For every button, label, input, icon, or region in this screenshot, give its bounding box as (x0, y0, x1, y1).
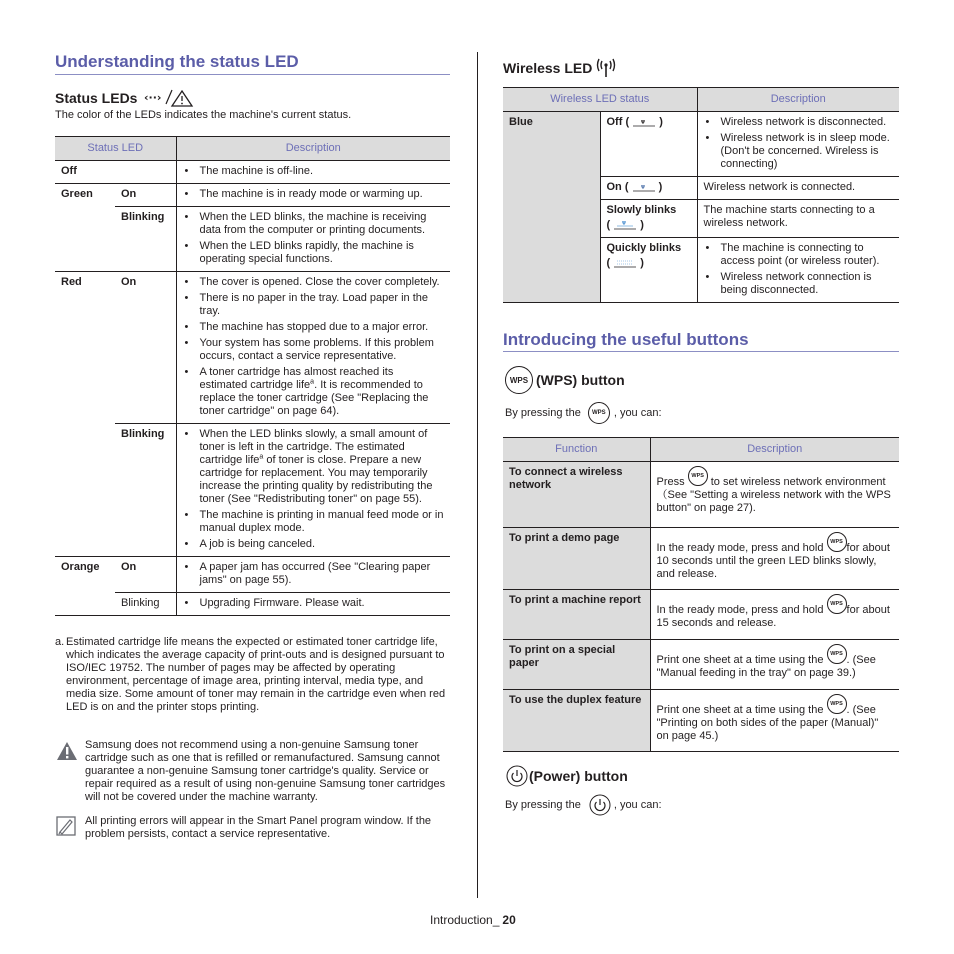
status-leds-label: Status LEDs (55, 89, 138, 106)
column-divider (477, 52, 478, 898)
table-row (503, 690, 899, 752)
table-header-description: Description (650, 438, 899, 462)
text-span: In the ready mode, press and hold (656, 542, 824, 554)
wps-icon: WPS (688, 466, 708, 486)
caution-text: Samsung does not recommend using a non-genuine Samsung toner cartridge such as one that is refilled or remanufactured. Samsung cannot guarantee a non-genuine Samsung toner cartridge's quality. Service or repair required as a result of using non-genuine Samsung toner cartridges will not be covered under the machine warranty. (85, 739, 446, 803)
note-icon (56, 816, 76, 836)
text-span: Print one sheet at a time using the (656, 654, 824, 666)
text-span: , you can: (613, 798, 662, 811)
status-mode-label: Blinking (115, 593, 176, 616)
svg-text:ψ: ψ (641, 119, 646, 126)
status-mode-label: On (115, 184, 176, 207)
wireless-led-heading (503, 58, 616, 78)
description-cell (176, 593, 450, 616)
footer-label: Introduction_ (430, 913, 500, 927)
description-cell (650, 640, 899, 690)
status-green-label: Green (55, 184, 115, 272)
text-span: On ( (606, 181, 629, 193)
text-span: A toner cartridge has almost reached its estimated cartridge life (199, 366, 394, 391)
wireless-quick-blink-label (600, 238, 697, 303)
list-item: • Upgrading Firmware. Please wait. (183, 597, 445, 610)
text-span: When the LED blinks slowly, a small amount of toner is left in the cartridge. The estimated cartridge life (199, 428, 428, 466)
table-row (503, 640, 899, 690)
status-off-label: Off (55, 161, 176, 184)
text-span: . (See "Printing on both sides of the paper (Manual)" on page 45.) (656, 704, 879, 742)
svg-text:ψ: ψ (622, 220, 627, 227)
list-item: • Wireless network is disconnected. (704, 116, 894, 129)
wps-icon: WPS (827, 644, 847, 664)
text-span: ) (658, 181, 663, 193)
page-number: 20 (502, 913, 516, 927)
list-item: • The machine is printing in manual feed mode or in manual duplex mode. (183, 509, 445, 535)
text-span: By pressing the (505, 406, 581, 419)
wps-button-heading (505, 366, 625, 394)
table-row (55, 593, 450, 616)
list-item (183, 428, 445, 506)
list-item: • When the LED blinks, the machine is receiving data from the computer or printing documents. (183, 211, 445, 237)
description-cell (697, 238, 899, 303)
led-quick-blink-icon (613, 257, 637, 269)
description-cell (650, 528, 899, 590)
function-cell: To use the duplex feature (503, 690, 650, 752)
page-footer (430, 914, 516, 927)
text-span: of toner is close. Prepare a new cartridge for replacement. You may temporarily increase the printing quality by redistributing the toner (See "Redistributing toner" on page 55). (199, 454, 433, 505)
list-item: • When the LED blinks rapidly, the machine is operating special functions. (183, 240, 445, 266)
description-cell (176, 184, 450, 207)
description-cell (650, 690, 899, 752)
wps-icon: WPS (827, 532, 847, 552)
list-item: • The cover is opened. Close the cover completely. (183, 276, 445, 289)
wps-icon: WPS (588, 402, 610, 424)
led-off-icon (632, 116, 656, 128)
quick-blink-icon-line (607, 257, 691, 270)
status-mode-label: On (115, 557, 176, 593)
table-header-description: Description (176, 137, 450, 161)
caution-icon (56, 741, 78, 761)
wireless-icon (596, 58, 616, 78)
power-icon (506, 765, 528, 787)
status-red-label: Red (55, 272, 115, 557)
wps-icon: WPS (505, 366, 533, 394)
status-mode-label: Blinking (115, 207, 176, 272)
list-item: • The machine has stopped due to a major error. (183, 321, 445, 334)
text-span: Print one sheet at a time using the (656, 704, 824, 716)
text-span: By pressing the (505, 798, 581, 811)
table-row (55, 557, 450, 593)
table-row (55, 272, 450, 424)
table-row (55, 424, 450, 557)
description-cell (176, 424, 450, 557)
power-icon (589, 794, 611, 816)
text-span: ) (659, 116, 663, 128)
description-cell (176, 207, 450, 272)
wps-heading-label: (WPS) button (536, 371, 625, 388)
wireless-off-label (600, 112, 697, 177)
wps-intro (505, 402, 662, 424)
text-line: Slowly blinks (606, 204, 677, 216)
status-led-icon (142, 88, 194, 108)
wireless-slow-blink-label (600, 200, 697, 238)
list-item: • The machine is off-line. (183, 165, 445, 178)
text-span: In the ready mode, press and hold (656, 604, 824, 616)
description-cell: The machine starts connecting to a wireless network. (697, 200, 899, 238)
table-header-status-led: Status LED (55, 137, 176, 161)
power-intro (505, 794, 662, 816)
text-span: for about 15 seconds and release. (656, 604, 890, 629)
svg-text:‹··›: ‹··› (144, 91, 162, 104)
led-on-icon (632, 181, 656, 193)
list-item: • There is no paper in the tray. Load paper in the tray. (183, 292, 445, 318)
text-span: . (See "Manual feeding in the tray" on page 39.) (656, 654, 876, 679)
text-span: for about 10 seconds until the green LED blinks slowly, and release. (656, 542, 890, 580)
table-row (503, 590, 899, 640)
list-item: • Wireless network connection is being disconnected. (704, 271, 894, 297)
wps-icon: WPS (827, 594, 847, 614)
function-cell: To print on a special paper (503, 640, 650, 690)
list-item: • Wireless network is in sleep mode. (Don't be concerned. Wireless is connecting) (704, 132, 894, 171)
description-cell (650, 590, 899, 640)
description-cell: Wireless network is connected. (697, 177, 899, 200)
text-span: ( (606, 257, 611, 269)
table-row (503, 462, 899, 528)
section-rule (503, 351, 899, 352)
footnote-ref: a (259, 453, 264, 461)
wireless-on-label (600, 177, 697, 200)
note-text: All printing errors will appear in the Smart Panel program window. If the problem persists, contact a service representative. (85, 815, 432, 840)
section-title-status-led: Understanding the status LED (55, 52, 299, 71)
footnote-ref: a (310, 378, 315, 386)
description-cell (176, 557, 450, 593)
text-span: ) (640, 257, 644, 269)
table-row (55, 207, 450, 272)
power-heading-label: (Power) button (529, 767, 628, 784)
text-span: Off ( (606, 116, 630, 128)
status-orange-label: Orange (55, 557, 115, 616)
footnote-text: Estimated cartridge life means the expected or estimated toner cartridge life, which indicates the average capacity of print-outs and is designed pursuant to ISO/IEC 19752. The number of pages may be affected by operating environment, percentage of image area, printing interval, media type, and media size. Some amount of toner may remain in the cartridge even when red LED is on and the printer stops printing. (66, 636, 446, 713)
wireless-blue-label: Blue (503, 112, 600, 303)
description-cell (176, 272, 450, 424)
list-item: • The machine is in ready mode or warming up. (183, 188, 445, 201)
list-item: • Your system has some problems. If this problem occurs, contact a service representative. (183, 337, 445, 363)
text-span: to set wireless network environment（See "Setting a wireless network with the WPS button" on page 27). (656, 476, 891, 514)
text-span: , you can: (613, 406, 662, 419)
list-item (183, 366, 445, 418)
footnote (55, 636, 450, 714)
status-mode-label: On (115, 272, 176, 424)
footnote-marker: a. (55, 636, 65, 648)
table-row (55, 161, 450, 184)
status-leds-heading (55, 88, 194, 108)
list-item: • A paper jam has occurred (See "Clearing paper jams" on page 55). (183, 561, 445, 587)
status-led-table (55, 136, 450, 616)
list-item: • A job is being canceled. (183, 538, 445, 551)
table-header-wireless-status: Wireless LED status (503, 88, 697, 112)
status-mode-label: Blinking (115, 424, 176, 557)
description-cell (176, 161, 450, 184)
text-span: Press (656, 476, 685, 488)
section-title-buttons: Introducing the useful buttons (503, 330, 749, 349)
description-cell (650, 462, 899, 528)
wireless-led-label: Wireless LED (503, 59, 593, 76)
text-line: Quickly blinks (606, 242, 682, 254)
list-item: • The machine is connecting to access point (or wireless router). (704, 242, 894, 268)
table-row (503, 528, 899, 590)
wps-icon: WPS (827, 694, 847, 714)
table-header-function: Function (503, 438, 650, 462)
description-cell (697, 112, 899, 177)
slow-blink-icon-line (607, 219, 691, 232)
function-cell: To print a machine report (503, 590, 650, 640)
power-button-heading (506, 765, 628, 787)
led-slow-blink-icon (613, 219, 637, 231)
text-span: ( (606, 219, 611, 231)
wireless-led-table (503, 87, 899, 303)
status-leds-intro: The color of the LEDs indicates the machine's current status. (55, 109, 352, 121)
table-row (503, 112, 899, 177)
function-cell: To connect a wireless network (503, 462, 650, 528)
function-cell: To print a demo page (503, 528, 650, 590)
wps-function-table (503, 437, 899, 752)
table-header-description: Description (697, 88, 899, 112)
table-row (55, 184, 450, 207)
svg-text:ψ: ψ (640, 184, 645, 191)
section-rule (55, 74, 450, 75)
text-span: . It is recommended to replace the toner cartridge (See "Replacing the toner cartridge" on page 64). (199, 379, 429, 417)
text-span: ) (640, 219, 644, 231)
